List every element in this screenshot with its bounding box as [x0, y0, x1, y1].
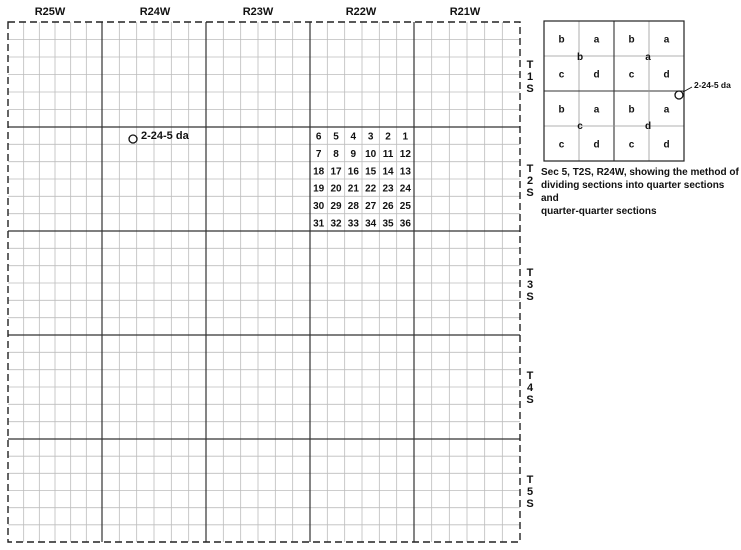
section-number: 11 [382, 149, 394, 160]
section-number: 22 [365, 183, 377, 195]
section-number: 4 [350, 131, 357, 143]
section-grid [8, 22, 520, 542]
township-boundaries [8, 22, 520, 542]
section-number: 21 [347, 183, 359, 195]
quarter-letter: a [645, 52, 651, 63]
section-number: 17 [330, 166, 342, 178]
section-number: 36 [399, 218, 411, 230]
township-labels [526, 59, 534, 510]
township-label-t1s-n: 1 [526, 71, 534, 83]
township-label-t5s-t: T [526, 474, 534, 486]
township-label-t2s-n: 2 [526, 175, 534, 187]
quarter-letter: d [644, 121, 652, 132]
quarter-quarter-letter: b [628, 34, 635, 46]
quarter-quarter-letter: c [558, 139, 565, 151]
section-number: 9 [350, 149, 357, 160]
section-number: 25 [399, 201, 411, 212]
section-number: 31 [313, 218, 325, 230]
section-number: 12 [399, 149, 411, 160]
township-label-t1s-t: T [526, 59, 534, 71]
section-number: 2 [385, 131, 391, 143]
range-label-r21w: R21W [449, 6, 481, 18]
section-number: 5 [333, 131, 339, 143]
range-label-r22w: R22W [345, 6, 377, 18]
section-number: 7 [315, 149, 322, 160]
quarter-quarter-letter: b [558, 104, 565, 116]
township-label-t4s-s: S [526, 394, 534, 406]
township-label-t2s-s: S [526, 187, 534, 199]
section-number: 16 [347, 166, 359, 178]
section-number: 8 [333, 149, 339, 160]
quarter-quarter-letter: d [663, 139, 670, 151]
section-number: 10 [365, 149, 377, 160]
well-label: 2-24-5 da [141, 130, 189, 142]
quarter-letter: b [576, 52, 584, 63]
section-number: 30 [313, 201, 325, 212]
range-label-r25w: R25W [34, 6, 66, 18]
township-label-t5s-s: S [526, 498, 534, 510]
section-number: 27 [365, 201, 377, 212]
quarter-quarter-letter: b [558, 34, 565, 46]
inset-caption-line: quarter-quarter sections [541, 206, 657, 217]
map-boundary [8, 22, 520, 542]
township-label-t1s-s: S [526, 83, 534, 95]
section-number: 15 [365, 166, 377, 178]
section-number: 20 [330, 183, 342, 195]
section-number: 13 [399, 166, 411, 178]
inset-caption-line: dividing sections into quarter sections and [541, 180, 725, 204]
section-number: 32 [330, 218, 342, 230]
section-number: 19 [313, 183, 325, 195]
quarter-quarter-letter: b [628, 104, 635, 116]
township-label-t3s-s: S [526, 291, 534, 303]
section-number: 18 [313, 166, 325, 178]
quarter-quarter-letter: a [663, 104, 670, 116]
township-label-t5s-n: 5 [526, 486, 534, 498]
range-labels [35, 6, 481, 18]
township-label-t2s-t: T [526, 163, 534, 175]
quarter-quarter-letter: c [628, 69, 635, 81]
quarter-quarter-letter: d [593, 69, 600, 81]
quarter-quarter-letter: d [593, 139, 600, 151]
well-location [129, 130, 190, 143]
range-label-r23w: R23W [242, 6, 274, 18]
quarter-letter: c [577, 121, 583, 132]
quarter-quarter-letter: c [628, 139, 635, 151]
quarter-quarter-letter: a [593, 34, 600, 46]
inset-caption-line: Sec 5, T2S, R24W, showing the method of [541, 167, 739, 178]
township-label-t3s-t: T [526, 267, 534, 279]
section-number: 35 [382, 218, 394, 230]
section-inset [544, 21, 731, 161]
section-number: 24 [399, 183, 411, 195]
township-label-t4s-t: T [526, 370, 534, 382]
township-label-t3s-n: 3 [526, 279, 534, 291]
section-number: 1 [402, 131, 409, 143]
well-marker-icon [129, 135, 137, 143]
inset-well-label: 2-24-5 da [694, 80, 731, 90]
section-number: 23 [382, 183, 394, 195]
section-number: 34 [365, 218, 377, 230]
section-number: 3 [367, 131, 374, 143]
range-label-r24w: R24W [139, 6, 171, 18]
section-number: 28 [347, 201, 359, 212]
inset-caption [541, 166, 741, 218]
section-number: 33 [347, 218, 359, 230]
quarter-quarter-letter: d [663, 69, 670, 81]
quarter-quarter-letter: c [558, 69, 565, 81]
township-label-t4s-n: 4 [526, 382, 534, 394]
inset-well-marker-icon [675, 91, 683, 99]
section-number: 29 [330, 201, 342, 212]
quarter-quarter-letter: a [593, 104, 600, 116]
quarter-quarter-letter: a [663, 34, 670, 46]
section-number: 26 [382, 201, 394, 212]
section-number: 14 [382, 166, 394, 178]
section-number: 6 [315, 131, 322, 143]
